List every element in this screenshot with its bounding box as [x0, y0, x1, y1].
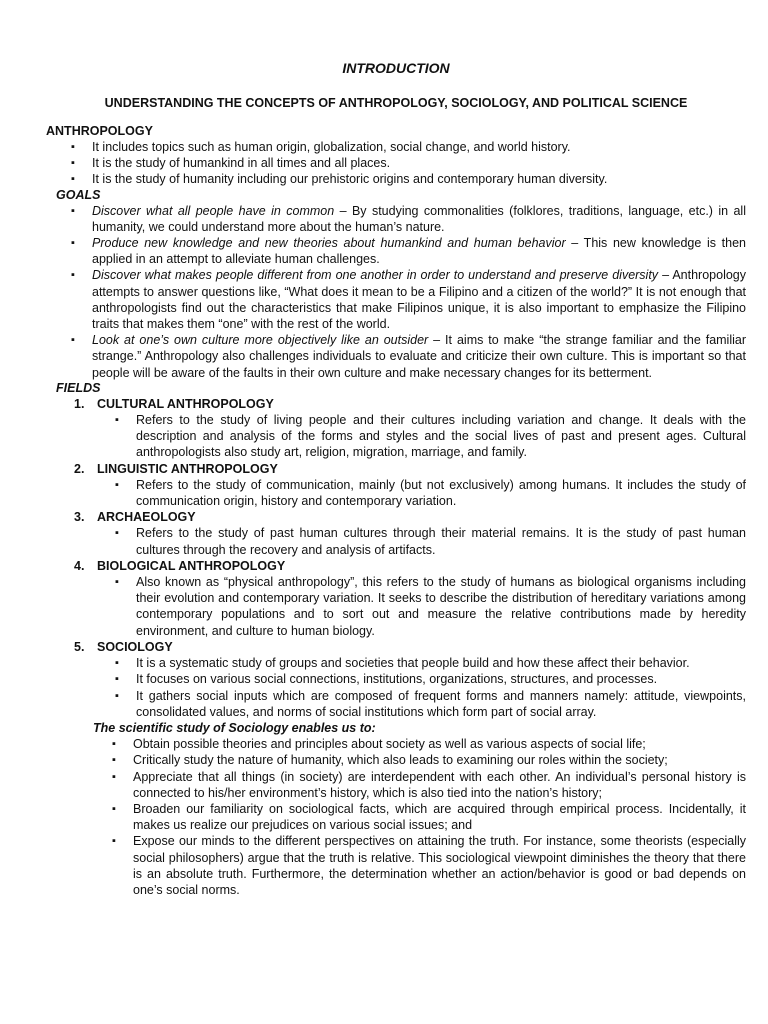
list-item: ▪ It gathers social inputs which are composed of frequent forms and manners namely: attitude, viewpoints, consolidated values, and norms of social institutions which form part of social array.	[46, 688, 746, 720]
list-item: ▪ Refers to the study of living people and their cultures including variation and change. It deals with the description and analysis of the forms and styles and the social lives of past and present ages. Cultural anthropologists also study art, religion, migration, marriage, and family.	[46, 412, 746, 461]
list-item: ▪ It is the study of humanity including our prehistoric origins and contemporary human diversity.	[46, 171, 746, 187]
fields-heading: FIELDS	[56, 380, 101, 395]
list-item: ▪ It is a systematic study of groups and societies that people build and how these affect their behavior.	[46, 655, 746, 671]
list-item: ▪ Appreciate that all things (in society) are interdependent with each other. An individual’s personal history is connected to his/her environment’s history, which is also tied into the nation’s history;	[46, 769, 746, 801]
anthropology-bullet-list	[46, 139, 746, 188]
field-name: SOCIOLOGY	[97, 639, 173, 654]
goals-heading: GOALS	[56, 187, 101, 202]
list-item: ▪ It focuses on various social connections, institutions, organizations, structures, and processes.	[46, 671, 746, 687]
page-subtitle: UNDERSTANDING THE CONCEPTS OF ANTHROPOLOGY, SOCIOLOGY, AND POLITICAL SCIENCE	[104, 96, 688, 110]
field-heading-biological	[46, 558, 746, 574]
goal-text: – This new knowledge is then applied in an attempt to alleviate human challenges.	[92, 236, 747, 267]
field-name: CULTURAL ANTHROPOLOGY	[97, 396, 274, 411]
list-item: ▪ Obtain possible theories and principles about society as well as various aspects of social life;	[46, 736, 746, 752]
list-item: ▪ Refers to the study of communication, mainly (but not exclusively) among humans. It includes the study of communication origin, history and contemporary variation.	[46, 477, 746, 509]
goal-text: – Anthropology attempts to answer questions like, “What does it mean to be a Filipino and a citizen of the world?” It is not enough that anthropologists find out the characteristics that make Filipinos unique, it is also important to emphasize the Filipino traits that makes them “one” with the rest of the world.	[92, 268, 746, 332]
goals-bullet-list	[46, 203, 746, 381]
goal-lead: Discover what makes people different from one another in order to understand and preserve diversity	[92, 268, 659, 283]
goal-text: – It aims to make “the strange familiar and the familiar strange.” Anthropology also challenges individuals to evaluate and criticize their own culture. This is important so that people will be aware of the faults in their own culture and make necessary changes for its betterment.	[92, 333, 747, 380]
field-number: 4.	[74, 558, 85, 573]
field-number: 5.	[74, 639, 85, 654]
field-bullet-list	[46, 525, 746, 557]
anthropology-heading: ANTHROPOLOGY	[46, 124, 153, 138]
field-heading-linguistic	[46, 461, 746, 477]
list-item: ▪ It is the study of humankind in all times and all places.	[46, 155, 746, 171]
field-number: 2.	[74, 461, 85, 476]
field-bullet-list	[46, 655, 746, 720]
list-item: ▪ Critically study the nature of humanity, which also leads to examining our roles within the society;	[46, 752, 746, 768]
list-item: ▪ Refers to the study of past human cultures through their material remains. It is the study of past human cultures through the recovery and analysis of artifacts.	[46, 525, 746, 557]
field-bullet-list	[46, 412, 746, 461]
field-name: LINGUISTIC ANTHROPOLOGY	[97, 461, 278, 476]
goal-lead: Look at one’s own culture more objectively like an outsider	[92, 333, 429, 348]
list-item	[46, 332, 746, 381]
list-item: ▪ Expose our minds to the different perspectives on attaining the truth. For instance, some theorists (especially social philosophers) argue that the truth is relative. This sociological viewpoint diminishes the theory that there is an absolute truth. Furthermore, the determination whether an action/behavior is good or bad depends on one’s social norms.	[46, 833, 746, 898]
list-item	[46, 203, 746, 235]
list-item	[46, 235, 746, 267]
field-heading-archaeology	[46, 509, 746, 525]
list-item: ▪ Also known as “physical anthropology”, this refers to the study of humans as biological organisms including their evolution and contemporary variation. It seeks to describe the distribution of hereditary variations among contemporary populations and to sort out and measure the relative contributions made by heredity environment, and culture to human biology.	[46, 574, 746, 639]
goal-text: By studying commonalities (folklores, traditions, language, etc.) in all humanity, we could understand more about the human’s nature.	[92, 203, 746, 234]
goal-lead: Produce new knowledge and new theories about humankind and human behavior	[92, 236, 566, 251]
field-heading-cultural	[46, 396, 746, 412]
field-bullet-list	[46, 574, 746, 639]
field-name: ARCHAEOLOGY	[97, 510, 196, 525]
scientific-study-heading: The scientific study of Sociology enables us to:	[93, 720, 376, 735]
field-number: 3.	[74, 510, 85, 525]
list-item	[46, 267, 746, 332]
field-number: 1.	[74, 396, 85, 411]
goal-lead: Discover what all people have in common –	[92, 203, 347, 218]
scientific-bullet-list	[46, 736, 746, 898]
list-item: ▪ Broaden our familiarity on sociological facts, which are acquired through empirical process. Incidentally, it makes us realize our prejudices on various social issues; and	[46, 801, 746, 833]
page-title: INTRODUCTION	[342, 60, 450, 76]
field-name: BIOLOGICAL ANTHROPOLOGY	[97, 558, 286, 573]
field-heading-sociology	[46, 639, 746, 655]
field-bullet-list	[46, 477, 746, 509]
list-item: ▪ It includes topics such as human origin, globalization, social change, and world history.	[46, 139, 746, 155]
